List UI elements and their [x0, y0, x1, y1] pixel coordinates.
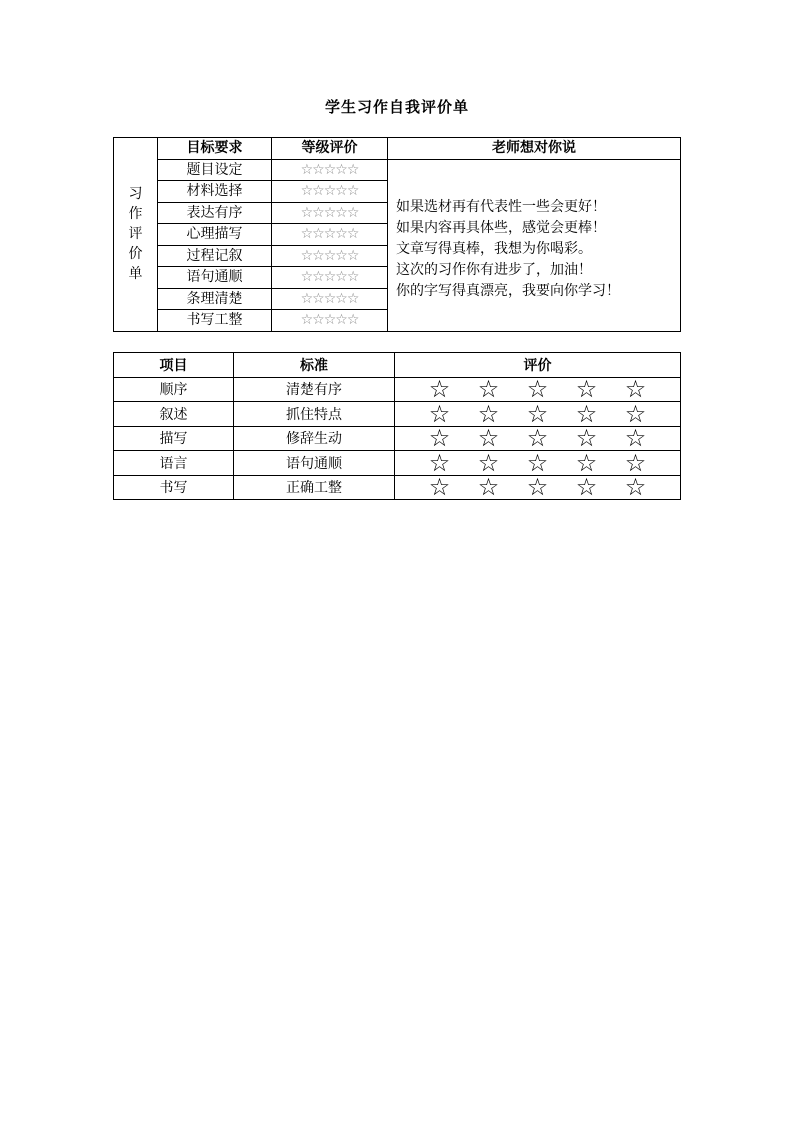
- teacher-comments: [388, 159, 681, 331]
- rating-cell: [395, 448, 681, 477]
- star-icon[interactable]: ☆: [477, 473, 500, 502]
- goal-cell: 语句通顺: [158, 267, 272, 289]
- star-icon[interactable]: ☆: [526, 424, 549, 453]
- star-icon[interactable]: ☆: [575, 473, 598, 502]
- star-icon[interactable]: ☆: [624, 375, 647, 404]
- table-row: [114, 159, 681, 181]
- star-icon[interactable]: ☆: [575, 375, 598, 404]
- star-icon[interactable]: ☆: [526, 399, 549, 428]
- star-icon[interactable]: ☆: [526, 375, 549, 404]
- self-evaluation-table: [113, 137, 681, 332]
- standard-cell: 语句通顺: [234, 451, 395, 476]
- star-icon[interactable]: ☆: [428, 448, 451, 477]
- table-row: [114, 451, 681, 476]
- comment-line: 这次的习作你有进步了，加油！: [396, 261, 592, 278]
- star-rating[interactable]: ☆☆☆☆☆: [272, 181, 388, 203]
- rating-cell: [395, 399, 681, 428]
- goal-cell: 材料选择: [158, 181, 272, 203]
- item-cell: 书写: [114, 475, 234, 500]
- star-rating[interactable]: ☆☆☆☆☆: [272, 224, 388, 246]
- standard-cell: 正确工整: [234, 475, 395, 500]
- star-rating[interactable]: ☆☆☆☆☆: [272, 159, 388, 181]
- star-icon[interactable]: ☆: [428, 375, 451, 404]
- header-rating: 评价: [395, 353, 681, 378]
- star-icon[interactable]: ☆: [477, 399, 500, 428]
- header-standard: 标准: [234, 353, 395, 378]
- side-label-char: 习: [128, 186, 143, 203]
- page-title: 学生习作自我评价单: [324, 98, 469, 116]
- star-icon[interactable]: ☆: [624, 399, 647, 428]
- item-cell: 叙述: [114, 402, 234, 427]
- side-label-char: 单: [128, 266, 143, 283]
- item-cell: 语言: [114, 451, 234, 476]
- star-rating: [395, 399, 680, 428]
- item-cell: 顺序: [114, 377, 234, 402]
- star-rating: [395, 424, 680, 453]
- rating-cell: [395, 475, 681, 500]
- side-label-char: 评: [128, 226, 143, 243]
- side-label-char: 作: [128, 206, 143, 223]
- standard-cell: 抓住特点: [234, 402, 395, 427]
- standard-cell: 清楚有序: [234, 377, 395, 402]
- rating-cell: [395, 426, 681, 451]
- side-label: [114, 138, 158, 332]
- star-icon[interactable]: ☆: [575, 448, 598, 477]
- comment-line: 文章写得真棒，我想为你喝彩。: [396, 240, 592, 257]
- goal-cell: 表达有序: [158, 202, 272, 224]
- header-goal: 目标要求: [158, 138, 272, 160]
- goal-cell: 题目设定: [158, 159, 272, 181]
- rating-cell: [395, 377, 681, 402]
- star-rating[interactable]: ☆☆☆☆☆: [272, 267, 388, 289]
- goal-cell: 心理描写: [158, 224, 272, 246]
- goal-cell: 过程记叙: [158, 245, 272, 267]
- table-row: [114, 402, 681, 427]
- item-cell: 描写: [114, 426, 234, 451]
- star-rating[interactable]: ☆☆☆☆☆: [272, 310, 388, 332]
- header-item: 项目: [114, 353, 234, 378]
- star-icon[interactable]: ☆: [477, 448, 500, 477]
- star-icon[interactable]: ☆: [575, 399, 598, 428]
- table1-header-row: [114, 138, 681, 160]
- side-label-char: 价: [128, 246, 143, 263]
- star-icon[interactable]: ☆: [624, 473, 647, 502]
- star-icon[interactable]: ☆: [428, 473, 451, 502]
- header-grade: 等级评价: [272, 138, 388, 160]
- star-icon[interactable]: ☆: [526, 473, 549, 502]
- criteria-table: [113, 352, 681, 500]
- star-icon[interactable]: ☆: [477, 375, 500, 404]
- comment-line: 如果内容再具体些，感觉会更棒！: [396, 219, 606, 236]
- star-rating[interactable]: ☆☆☆☆☆: [272, 288, 388, 310]
- star-icon[interactable]: ☆: [624, 448, 647, 477]
- standard-cell: 修辞生动: [234, 426, 395, 451]
- table2-header-row: [114, 353, 681, 378]
- goal-cell: 书写工整: [158, 310, 272, 332]
- star-rating[interactable]: ☆☆☆☆☆: [272, 202, 388, 224]
- star-icon[interactable]: ☆: [575, 424, 598, 453]
- table-row: [114, 475, 681, 500]
- star-rating: [395, 375, 680, 404]
- star-rating[interactable]: ☆☆☆☆☆: [272, 245, 388, 267]
- star-rating: [395, 448, 680, 477]
- star-rating: [395, 473, 680, 502]
- header-teacher: 老师想对你说: [388, 138, 681, 160]
- star-icon[interactable]: ☆: [428, 424, 451, 453]
- star-icon[interactable]: ☆: [624, 424, 647, 453]
- comment-line: 你的字写得真漂亮，我要向你学习！: [396, 282, 620, 299]
- star-icon[interactable]: ☆: [526, 448, 549, 477]
- table-row: [114, 377, 681, 402]
- table-row: [114, 426, 681, 451]
- star-icon[interactable]: ☆: [477, 424, 500, 453]
- star-icon[interactable]: ☆: [428, 399, 451, 428]
- goal-cell: 条理清楚: [158, 288, 272, 310]
- comment-line: 如果选材再有代表性一些会更好！: [396, 198, 606, 215]
